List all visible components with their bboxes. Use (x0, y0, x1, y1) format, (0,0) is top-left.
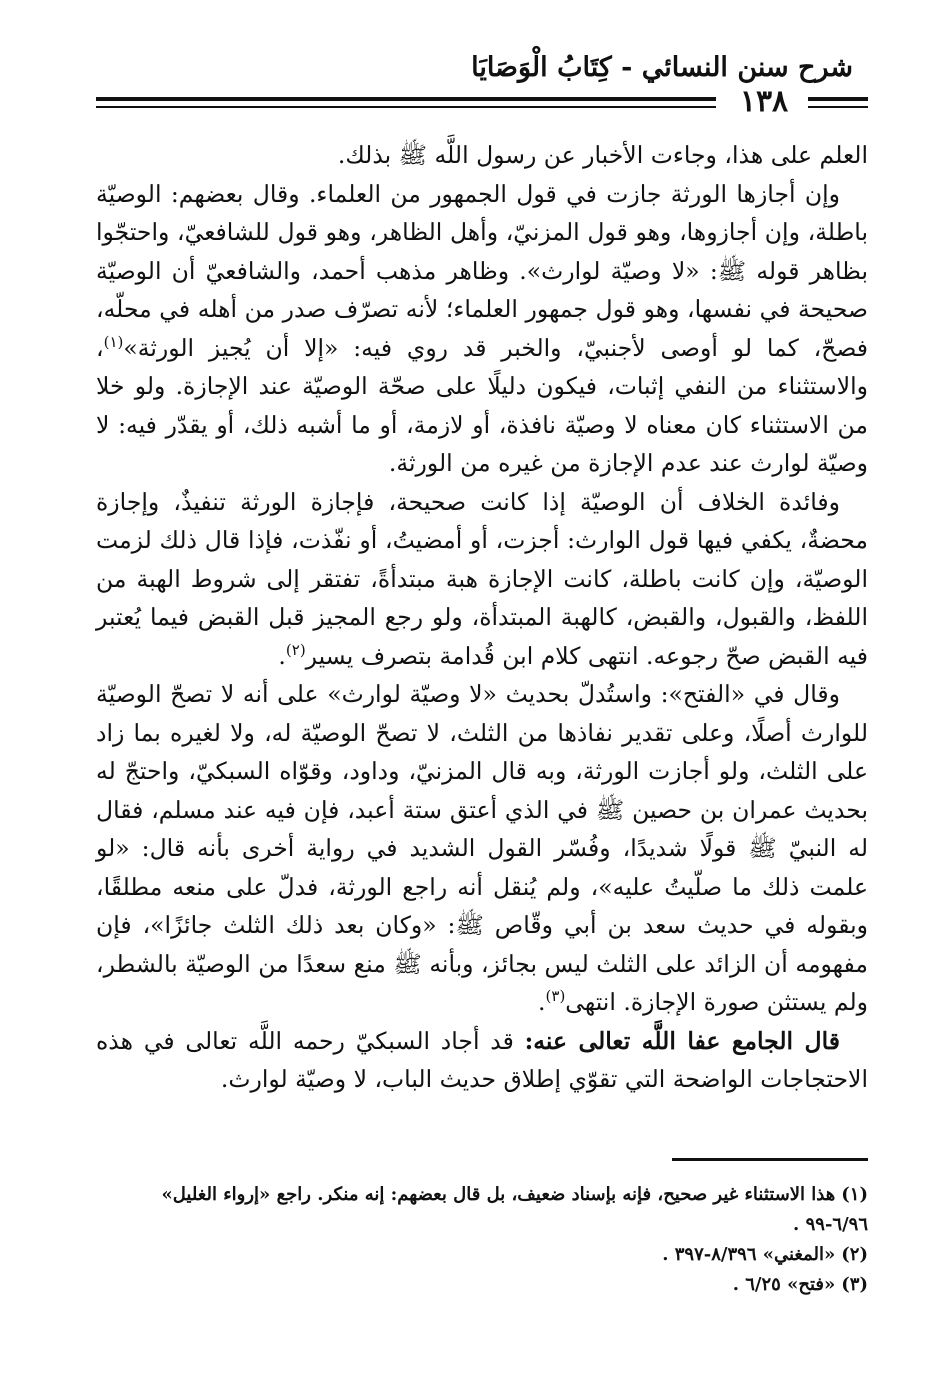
paragraph-5-lead: قال الجامع عفا اللَّه تعالى عنه: (524, 1026, 840, 1055)
header-rule-thick (96, 97, 716, 101)
paragraph-4 (96, 675, 868, 1022)
paragraph-3-end: . (278, 641, 286, 670)
paragraph-1 (96, 136, 868, 175)
page-number-rule-top (808, 97, 868, 101)
paragraph-3 (96, 483, 868, 676)
main-text (96, 136, 868, 1099)
footnote-1-number: (١) (841, 1184, 868, 1205)
page-number-rule-bottom (808, 106, 868, 108)
footnote-3-number: (٣) (841, 1274, 868, 1295)
paragraph-4-end: . (538, 988, 546, 1016)
footnote-3-text: «فتح» ٦/٢٥ . (732, 1274, 836, 1295)
paragraph-5-text: قد أجاد السبكيّ رحمه اللَّه تعالى في هذه الاحتجاجات الواضحة التي تقوّي إطلاق حديث الباب، لا وصيّة لوارث. (96, 1026, 868, 1093)
footnote-separator (672, 1158, 868, 1161)
footnote-3 (96, 1270, 868, 1300)
paragraph-4-text: وقال في «الفتح»: واستُدلّ بحديث «لا وصيّة لوارث» على أنه لا تصحّ الوصيّة للوارث أصلًا، وعلى تقدير نفاذها من الثلث، لا تصحّ الوصيّة له، ولا لغيره بما زاد على الثلث، ولو أجازت الورثة، وبه قال المزنيّ، وداود، وقوّاه السبكيّ، واحتجّ له بحديث عمران بن حصين ﷺ في الذي أعتق ستة أعبد، فإن فيه عند مسلم، فقال له النبيّ ﷺ قولًا شديدًا، وفُسّر القول الشديد في رواية أخرى بأنه قال: «لو علمت ذلك ما صلّيتُ عليه»، ولم يُنقل أنه راجع الورثة، فدلّ على منعه مطلقًا، وبقوله في حديث سعد بن أبي وقّاص ﷺ: «وكان بعد ذلك الثلث جائزًا»، فإن مفهومه أن الزائد على الثلث ليس بجائز، وبأنه ﷺ منع سعدًا من الوصيّة بالشطر، ولم يستثن صورة الإجازة. انتهى (96, 680, 868, 1016)
paragraph-5 (96, 1022, 868, 1099)
footnote-2-number: (٢) (841, 1244, 868, 1265)
footnote-2 (96, 1240, 868, 1270)
footnote-ref-2[interactable]: (٢) (285, 640, 306, 659)
footnote-ref-1[interactable]: (١) (103, 332, 124, 351)
footnote-1 (96, 1180, 868, 1240)
footnote-1-text: هذا الاستثناء غير صحيح، فإنه بإسناد ضعيف، بل قال بعضهم: إنه منكر. راجع «إرواء الغليل» ٦/٩٦-٩٩ . (161, 1184, 868, 1235)
running-title: شرح سنن النسائي - كِتَابُ الْوَصَايَا (471, 52, 853, 83)
paragraph-2 (96, 175, 868, 483)
paragraph-2-tail: ، والاستثناء من النفي إثبات، فيكون دليلًا على صحّة الوصيّة عند الإجازة. ولو خلا من الاستثناء كان معناه لا وصيّة نافذة، أو لازمة، أو ما أشبه ذلك، أو يقدّر فيه: لا وصيّة لوارث عند عدم الإجازة من غيره من الورثة. (96, 333, 868, 477)
header-rule-thin (96, 106, 716, 108)
paragraph-3-text: وفائدة الخلاف أن الوصيّة إذا كانت صحيحة، فإجازة الورثة تنفيذٌ، وإجازة محضةٌ، يكفي فيها قول الوارث: أجزت، أو أمضيتُ، أو نفّذت، فإذا قال ذلك لزمت الوصيّة، وإن كانت باطلة، كانت الإجازة هبة مبتدأةً، تفتقر إلى شروط الهبة من اللفظ، والقبول، والقبض، كالهبة المبتدأة، ولو رجع المجيز قبل القبض فيما يُعتبر فيه القبض صحّ رجوعه. انتهى كلام ابن قُدامة بتصرف يسير (96, 487, 868, 670)
footnotes (96, 1180, 868, 1300)
page-number: ١٣٨ (739, 84, 789, 119)
footnote-ref-3[interactable]: (٣) (545, 987, 566, 1006)
paragraph-2-text: وإن أجازها الورثة جازت في قول الجمهور من العلماء. وقال بعضهم: الوصيّة باطلة، وإن أجازوها، وهو قول المزنيّ، وأهل الظاهر، وهو قول للشافعيّ، واحتجّوا بظاهر قوله ﷺ: «لا وصيّة لوارث». وظاهر مذهب أحمد، والشافعيّ أن الوصيّة صحيحة في نفسها، وهو قول جمهور العلماء؛ لأنه تصرّف صدر من أهله في محلّه، فصحّ، كما لو أوصى لأجنبيّ، والخبر قد روي فيه: «إلا أن يُجيز الورثة» (96, 179, 868, 362)
footnote-2-text: «المغني» ٨/٣٩٦-٣٩٧ . (662, 1244, 836, 1265)
paragraph-1-text: العلم على هذا، وجاءت الأخبار عن رسول اللَّه ﷺ بذلك. (337, 141, 868, 169)
